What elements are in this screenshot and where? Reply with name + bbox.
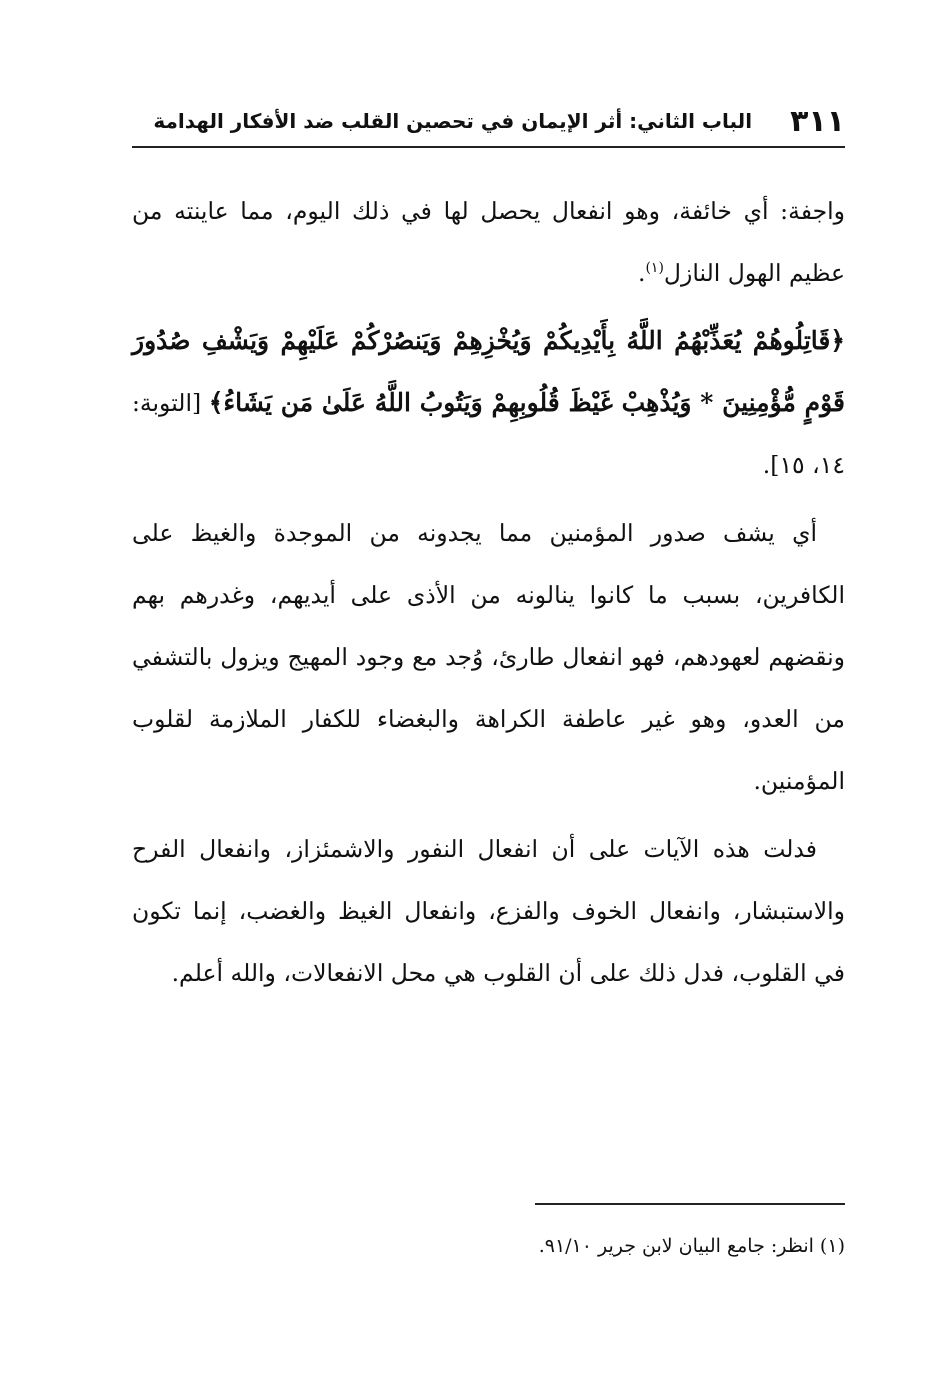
footnote: (١) انظر: جامع البيان لابن جرير ٩١/١٠. [538, 1235, 845, 1257]
footnote-divider [535, 1203, 845, 1205]
verse-reference: [التوبة: ١٤، ١٥]. [132, 389, 845, 479]
body-text [132, 180, 845, 1010]
paragraph-2: أي يشف صدور المؤمنين مما يجدونه من الموجدة والغيظ على الكافرين، بسبب ما كانوا ينالونه من الأذى على أيديهم، وغدرهم بهم ونقضهم لعهودهم، فهو انفعال طارئ، وُجد مع وجود المهيج ويزول بالتشفي من العدو، وهو غير عاطفة الكراهة والبغضاء للكفار الملازمة لقلوب المؤمنين. [132, 519, 845, 795]
running-title: الباب الثاني: أثر الإيمان في تحصين القلب ضد الأفكار الهدامة [153, 109, 753, 133]
verse-text: ﴿قَاتِلُوهُمْ يُعَذِّبْهُمُ اللَّهُ بِأَيْدِيكُمْ وَيُخْزِهِمْ وَيَنصُرْكُمْ عَلَيْهِمْ وَيَشْفِ صُدُورَ قَوْمٍ مُّؤْمِنِينَ * وَيُذْهِبْ غَيْظَ قُلُوبِهِمْ وَيَتُوبُ اللَّهُ عَلَىٰ مَن يَشَاءُ﴾ [132, 326, 845, 417]
paragraph-1-end: . [637, 259, 646, 287]
paragraph-1 [132, 180, 845, 304]
page-number: ٣١١ [790, 103, 845, 139]
footnote-reference: (١) [645, 260, 664, 277]
page-header [132, 96, 845, 148]
paragraph-3: فدلت هذه الآيات على أن انفعال النفور والاشمئزاز، وانفعال الفرح والاستبشار، وانفعال الخوف والفزع، وانفعال الغيظ والغضب، إنما تكون في القلوب، فدل ذلك على أن القلوب هي محل الانفعالات، والله أعلم. [132, 835, 845, 987]
paragraph-1-text: واجفة: أي خائفة، وهو انفعال يحصل لها في ذلك اليوم، مما عاينته من عظيم الهول النازل [132, 197, 845, 287]
quran-verse [132, 310, 845, 496]
